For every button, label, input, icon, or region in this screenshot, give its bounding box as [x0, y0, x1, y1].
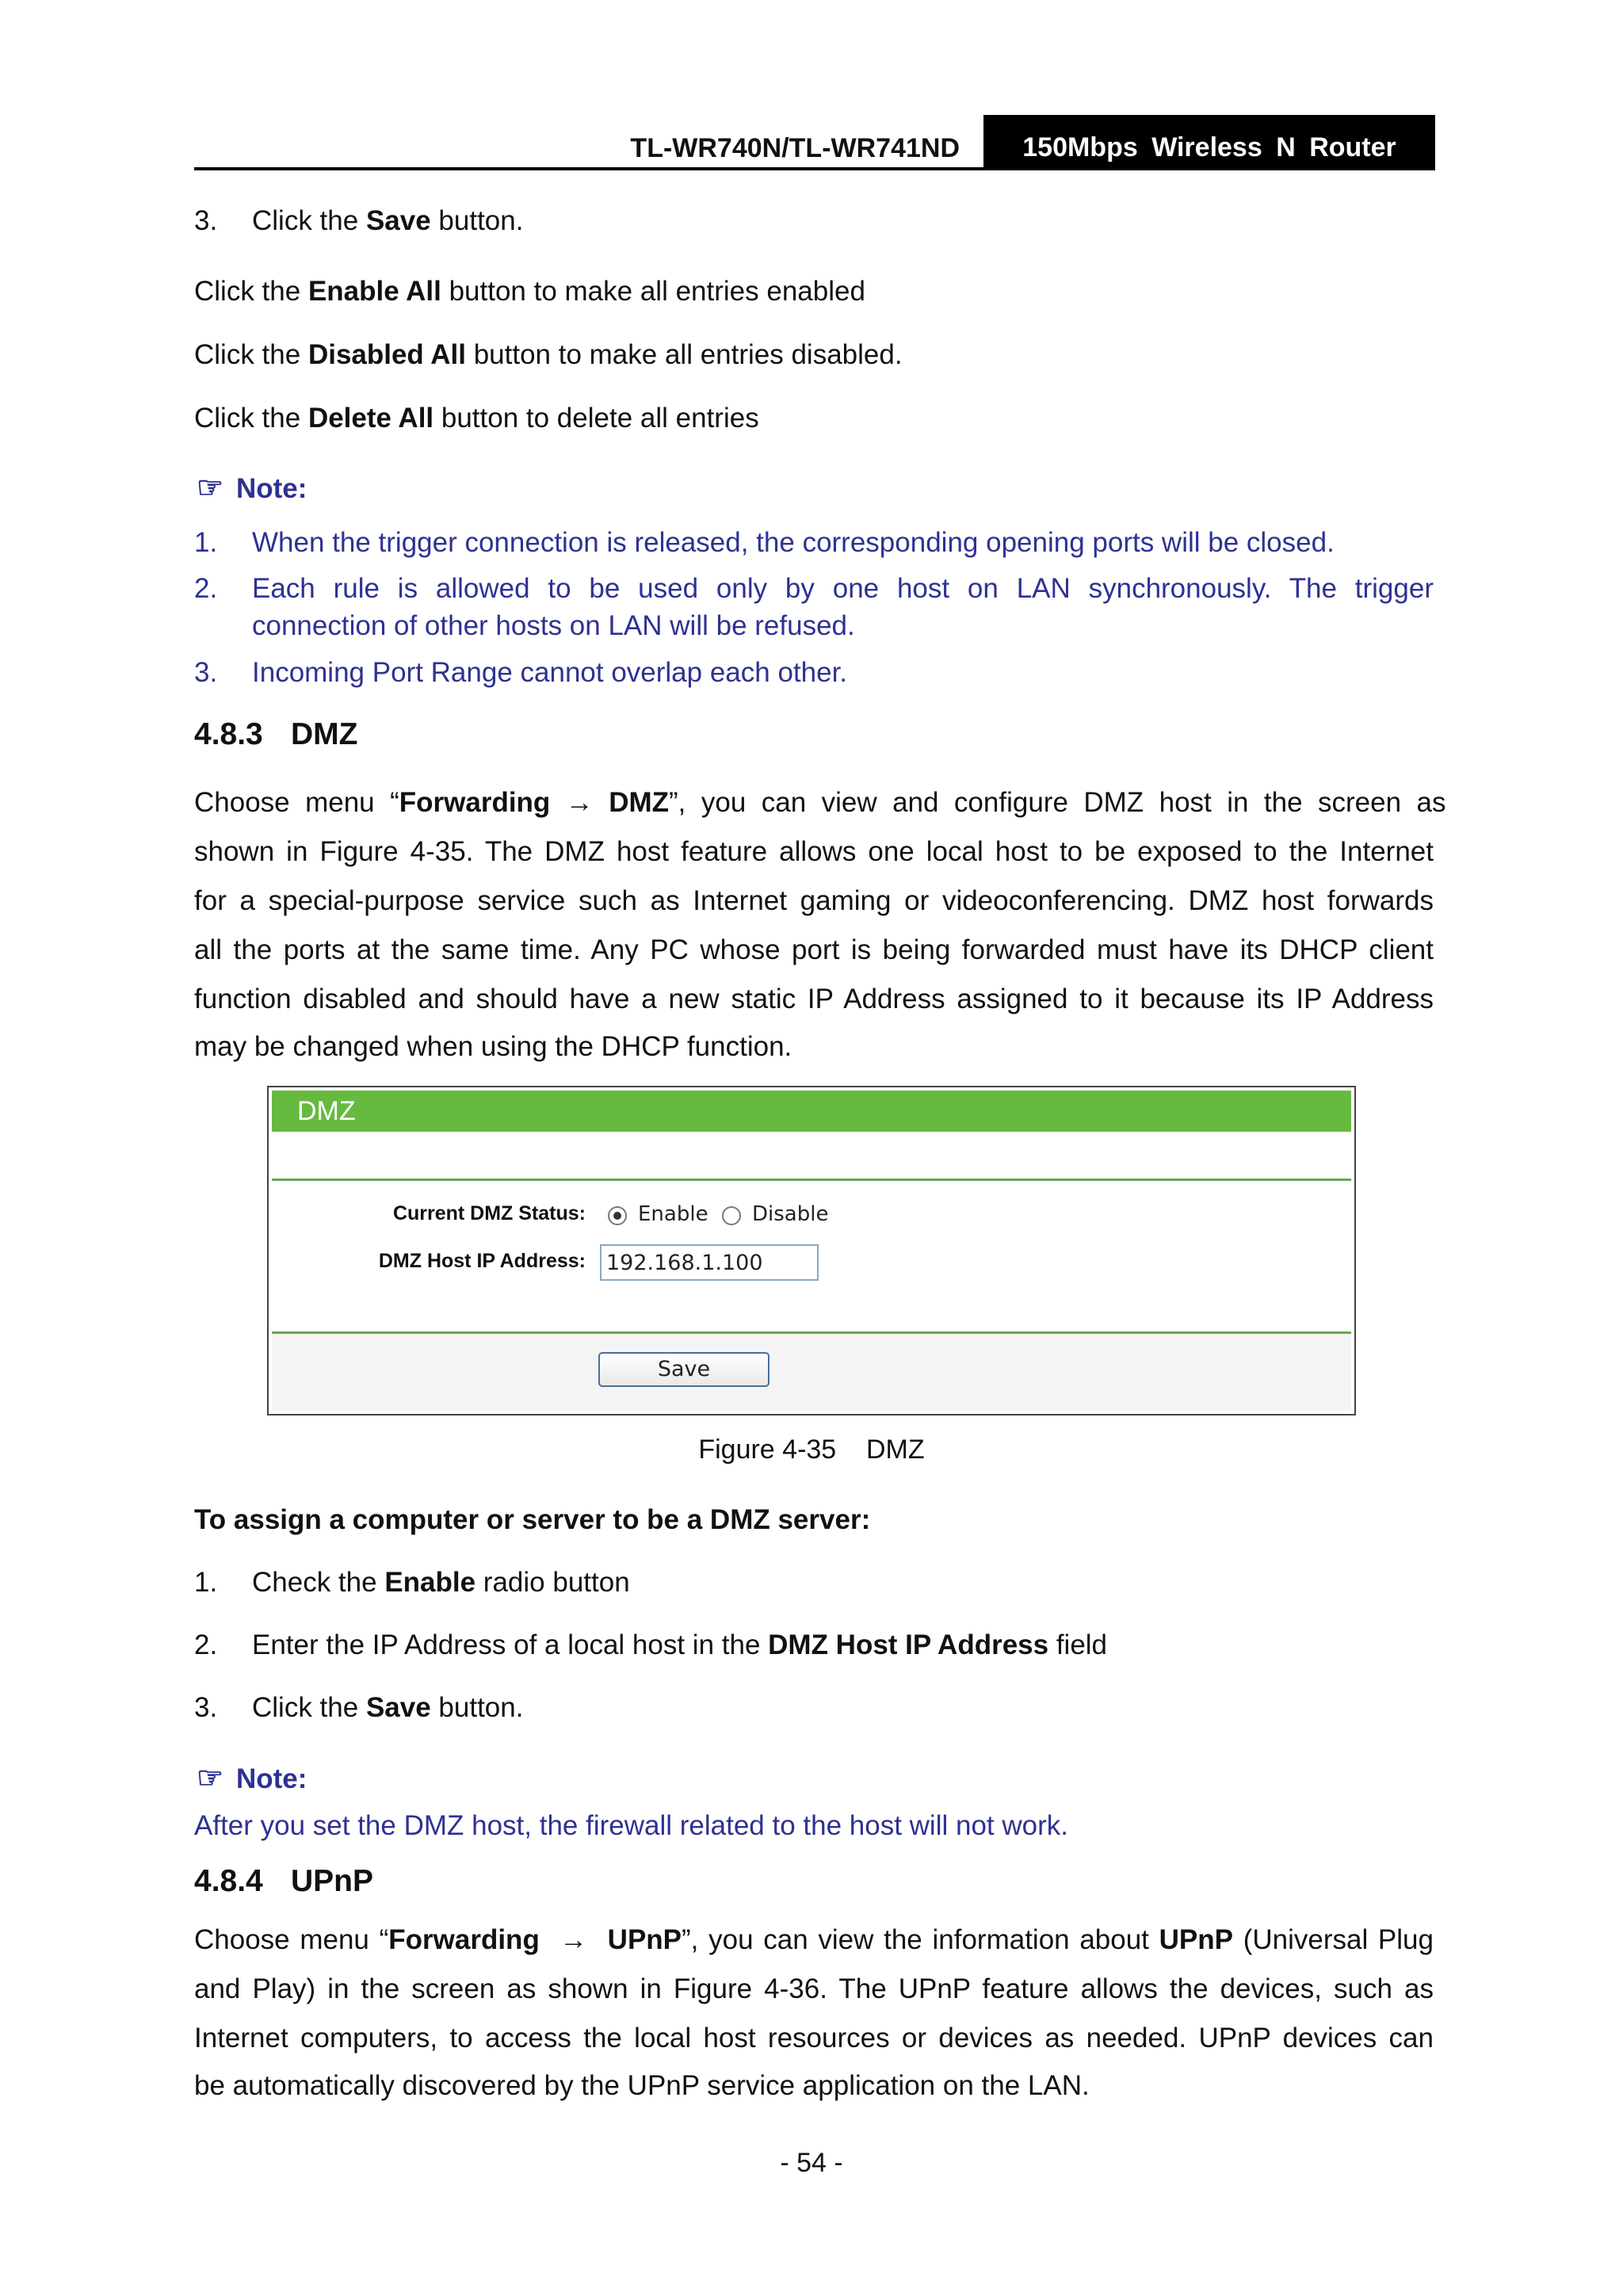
note-item: When the trigger connection is released, the corresponding opening ports will be closed. [252, 527, 1335, 558]
upnp-paragraph-line: Internet computers, to access the local host resources or devices as needed. UPnP devices can [194, 2023, 1434, 2053]
dmz-figure [267, 1086, 1356, 1415]
disable-label: Disable [752, 1202, 829, 1226]
disable-radio[interactable] [722, 1206, 741, 1225]
note-item: Each rule is allowed to be used only by one host on LAN synchronously. The trigger [252, 573, 1434, 604]
dmz-paragraph-line: function disabled and should have a new static IP Address assigned to it because its IP Address [194, 984, 1434, 1014]
step-text: Check the Enable radio button [252, 1567, 630, 1598]
dmz-paragraph-line: Choose menu “Forwarding → DMZ”, you can view and configure DMZ host in the screen as [194, 787, 1446, 818]
figure-caption: Figure 4-35 DMZ [698, 1435, 925, 1465]
step-text: Enter the IP Address of a local host in the DMZ Host IP Address field [252, 1629, 1108, 1660]
step-text: Click the Save button. [252, 1692, 524, 1723]
save-button[interactable]: Save [598, 1352, 769, 1387]
radio-selected-dot [613, 1212, 621, 1220]
dmz-paragraph-line: shown in Figure 4-35. The DMZ host feature allows one local host to be exposed to the Internet [194, 836, 1434, 867]
page-header [194, 115, 1435, 170]
note-item-number: 3. [194, 657, 218, 688]
enable-radio[interactable] [608, 1206, 627, 1225]
step-number: 3. [194, 205, 218, 236]
pointing-hand-icon: ☞ [197, 1762, 224, 1795]
note-heading: ☞ Note: [197, 1762, 307, 1795]
dmz-title-bar: DMZ [272, 1091, 1351, 1132]
note-item-continued: connection of other hosts on LAN will be refused. [252, 610, 855, 641]
header-model: TL-WR740N/TL-WR741ND [630, 133, 960, 163]
enable-label: Enable [638, 1202, 708, 1226]
header-product-box [983, 115, 1435, 170]
dmz-host-ip-label: DMZ Host IP Address: [378, 1250, 586, 1272]
step-number: 2. [194, 1629, 218, 1660]
dmz-paragraph-line: may be changed when using the DHCP function. [194, 1031, 792, 1062]
help-line-disabled-all: Click the Disabled All button to make all entries disabled. [194, 339, 903, 370]
upnp-paragraph-line: be automatically discovered by the UPnP service application on the LAN. [194, 2070, 1090, 2101]
note-text: After you set the DMZ host, the firewall related to the host will not work. [194, 1810, 1068, 1841]
dmz-paragraph-line: all the ports at the same time. Any PC whose port is being forwarded must have its DHCP client [194, 934, 1434, 965]
note-item: Incoming Port Range cannot overlap each other. [252, 657, 848, 688]
help-line-enable-all: Click the Enable All button to make all entries enabled [194, 276, 865, 307]
step-text: Click the Save button. [252, 205, 524, 236]
header-product: 150Mbps Wireless N Router [1022, 132, 1396, 162]
dmz-footer [272, 1334, 1351, 1411]
step-number: 1. [194, 1567, 218, 1598]
dmz-status-label: Current DMZ Status: [392, 1202, 586, 1224]
section-heading-dmz: 4.8.3 DMZ [194, 717, 358, 751]
note-item-number: 1. [194, 527, 218, 558]
upnp-paragraph-line: Choose menu “Forwarding → UPnP”, you can view the information about UPnP (Universal Plug [194, 1924, 1434, 1955]
header-rule [194, 167, 1435, 170]
upnp-paragraph-line: and Play) in the screen as shown in Figure 4-36. The UPnP feature allows the devices, such as [194, 1973, 1434, 2004]
dmz-host-ip-input[interactable]: 192.168.1.100 [600, 1244, 819, 1281]
note-item-number: 2. [194, 573, 218, 604]
help-line-delete-all: Click the Delete All button to delete all entries [194, 403, 759, 434]
note-heading: ☞ Note: [197, 472, 307, 505]
section-heading-upnp: 4.8.4 UPnP [194, 1864, 374, 1898]
divider [272, 1179, 1351, 1181]
assign-heading: To assign a computer or server to be a DMZ server: [194, 1504, 871, 1535]
step-number: 3. [194, 1692, 218, 1723]
dmz-paragraph-line: for a special-purpose service such as Internet gaming or videoconferencing. DMZ host forwards [194, 885, 1434, 916]
page-number: - 54 - [780, 2148, 843, 2178]
pointing-hand-icon: ☞ [197, 472, 224, 505]
